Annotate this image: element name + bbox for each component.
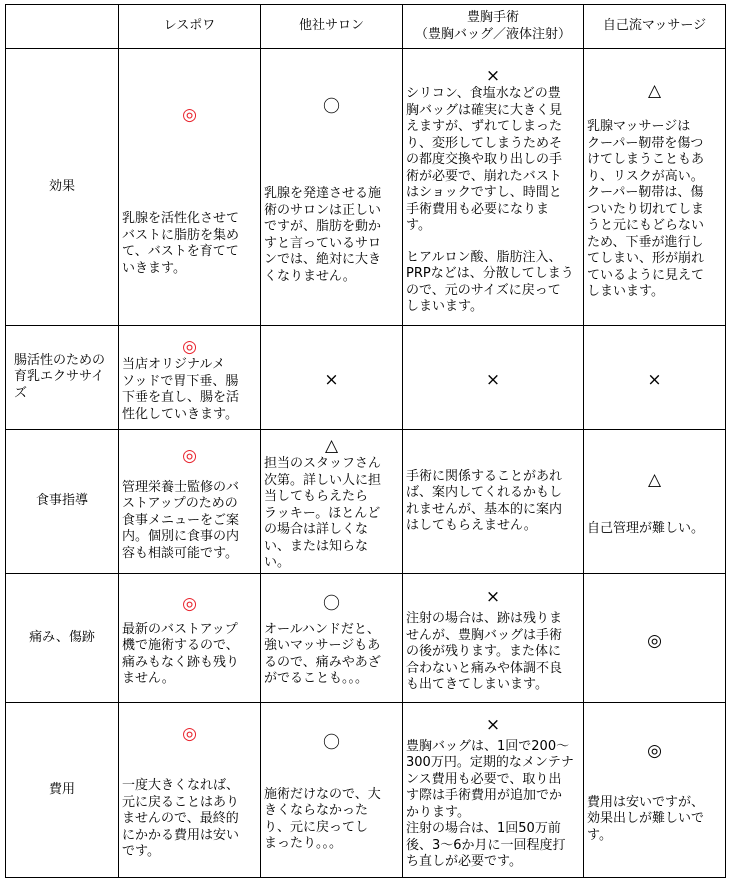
cell-cost-surgery — [403, 703, 584, 878]
row-label-effect: 効果 — [6, 49, 119, 326]
cell-text: 最新のバストアップ 機で施術するので、 痛みもなく跡も残り ません。 — [122, 621, 240, 686]
row-label-gut-exercise: 腸活性のための 育乳エクササイ ズ — [6, 326, 119, 430]
table-row-pain-scars — [6, 574, 726, 703]
circle-mark: 〇 — [323, 732, 340, 753]
cell-effect-self-massage — [584, 49, 726, 326]
cell-effect-surgery — [403, 49, 584, 326]
comparison-table — [5, 4, 726, 878]
row-label-cost: 費用 — [6, 703, 119, 878]
cross-mark: × — [485, 714, 501, 735]
header-self-massage: 自己流マッサージ — [584, 5, 726, 49]
header-surgery-subtitle: （豊胸バッグ／液体注射） — [414, 26, 571, 42]
cross-mark: × — [647, 370, 662, 390]
cell-text: 自己管理が難しい。 — [587, 521, 705, 537]
table-row-diet — [6, 430, 726, 574]
cell-text: 乳腺を発達させる施 術のサロンは正しい ですが、脂肪を動か すと言っているサロ ンでは、絶対に大き くなりません。 — [264, 186, 382, 284]
table-row-cost — [6, 703, 726, 878]
cell-gut-other-salon — [261, 326, 403, 430]
double-circle-mark: ◎ — [182, 105, 197, 125]
cell-pain-surgery — [403, 574, 584, 703]
double-circle-mark: ◎ — [182, 337, 197, 357]
cell-cost-respowa — [119, 703, 261, 878]
cell-text: オールハンドだと、 強いマッサージもあ るので、痛みやあざ がでることも。。。 — [264, 621, 381, 686]
cell-text: ヒアルロン酸、脂肪注入、 PRPなどは、分散してしまう ので、元のサイズに戻って しまいます。 — [406, 249, 574, 315]
double-circle-mark: ◎ — [647, 630, 662, 651]
cross-mark: × — [485, 66, 501, 87]
circle-mark: 〇 — [323, 97, 340, 117]
cell-diet-other-salon — [261, 430, 403, 574]
cell-text: 乳腺マッサージは クーパー靭帯を傷つ けてしまうこともあ り、リスクが高い。 クーパー靭帯は、傷 ついたり切れてしま うと元にもどらない ため、下垂が進行し てしまい、形が崩れ ているように見えて しまいます。 — [587, 119, 705, 300]
cell-text: 一度大きくなれば、 元に戻ることはあり ませんので、最終的 にかかる費用は安い です。 — [122, 778, 240, 860]
header-surgery — [403, 5, 584, 49]
cell-text: 当店オリジナルメ ソッドで胃下垂、腸 下垂を直し、腸を活 性化していきます。 — [122, 357, 240, 422]
cross-mark: × — [324, 370, 339, 390]
cell-effect-respowa — [119, 49, 261, 326]
double-circle-mark: ◎ — [182, 724, 197, 745]
cell-cost-self-massage — [584, 703, 726, 878]
row-label-pain-scars: 痛み、傷跡 — [6, 574, 119, 703]
triangle-mark: △ — [647, 470, 662, 491]
header-surgery-title: 豊胸手術 — [466, 10, 519, 25]
cell-text: 施術だけなので、大 きくならなかった り、元に戻ってし まったり。。。 — [264, 786, 381, 851]
triangle-mark: △ — [324, 436, 339, 457]
cell-text: シリコン、食塩水などの豊 胸バッグは確実に大きく見 えますが、ずれてしまった り、変形してしまうためそ の都度交換や取り出しの手 術が必要で、崩れたバスト はショックですし、時間と 手術費用も必要になりま す。 — [406, 86, 563, 234]
header-corner — [6, 5, 119, 49]
cell-diet-respowa — [119, 430, 261, 574]
header-other-salon: 他社サロン — [261, 5, 403, 49]
cell-gut-self-massage — [584, 326, 726, 430]
double-circle-mark: ◎ — [182, 445, 197, 466]
cell-gut-respowa — [119, 326, 261, 430]
table-row-gut-exercise — [6, 326, 726, 430]
cell-gut-surgery — [403, 326, 584, 430]
double-circle-mark: ◎ — [182, 593, 197, 614]
cell-cost-other-salon — [261, 703, 403, 878]
cell-diet-surgery — [403, 430, 584, 574]
cell-text: 手術に関係することがあれ ば、案内してくれるかもし れませんが、基本的に案内 はしてもらえません。 — [406, 468, 563, 533]
triangle-mark: △ — [647, 81, 662, 102]
cross-mark: × — [485, 370, 501, 390]
cross-mark: × — [485, 587, 501, 608]
cell-text: 乳腺を活性化させて バストに脂肪を集め て、バストを育てて いきます。 — [122, 211, 240, 276]
table-row-effect — [6, 49, 726, 326]
cell-text: 注射の場合は、跡は残りま せんが、豊胸バッグは手術 の後が残ります。また体に 合わないと痛みや体調不良 も出てきてしまいます。 — [406, 611, 563, 693]
cell-pain-respowa — [119, 574, 261, 703]
row-label-diet: 食事指導 — [6, 430, 119, 574]
cell-effect-other-salon — [261, 49, 403, 326]
cell-text: 豊胸バッグは、1回で200～ 300万円。定期的なメンテナ ンス費用も必要で、取り出 す際は手術費用が追加でか かります。 注射の場合は、1回50万前 後、3～6か月に一回程度打 ち直しが必要です。 — [406, 738, 574, 869]
header-respowa: レスポワ — [119, 5, 261, 49]
cell-text: 費用は安いですが、 効果出しが難しいで す。 — [587, 794, 705, 843]
cell-pain-self-massage — [584, 574, 726, 703]
cell-pain-other-salon — [261, 574, 403, 703]
circle-mark: 〇 — [323, 593, 340, 614]
cell-text: 管理栄養士監修のバ ストアップのための 食事メニューをご案 内。個別に食事の内 容も相談可能です。 — [122, 479, 240, 561]
cell-text: 担当のスタッフさん 次第。詳しい人に担 当してもらえたら ラッキー。ほとんど の場合は詳しくな い、または知らな い。 — [264, 456, 382, 571]
double-circle-mark: ◎ — [647, 740, 662, 761]
header-row — [6, 5, 726, 49]
cell-diet-self-massage — [584, 430, 726, 574]
